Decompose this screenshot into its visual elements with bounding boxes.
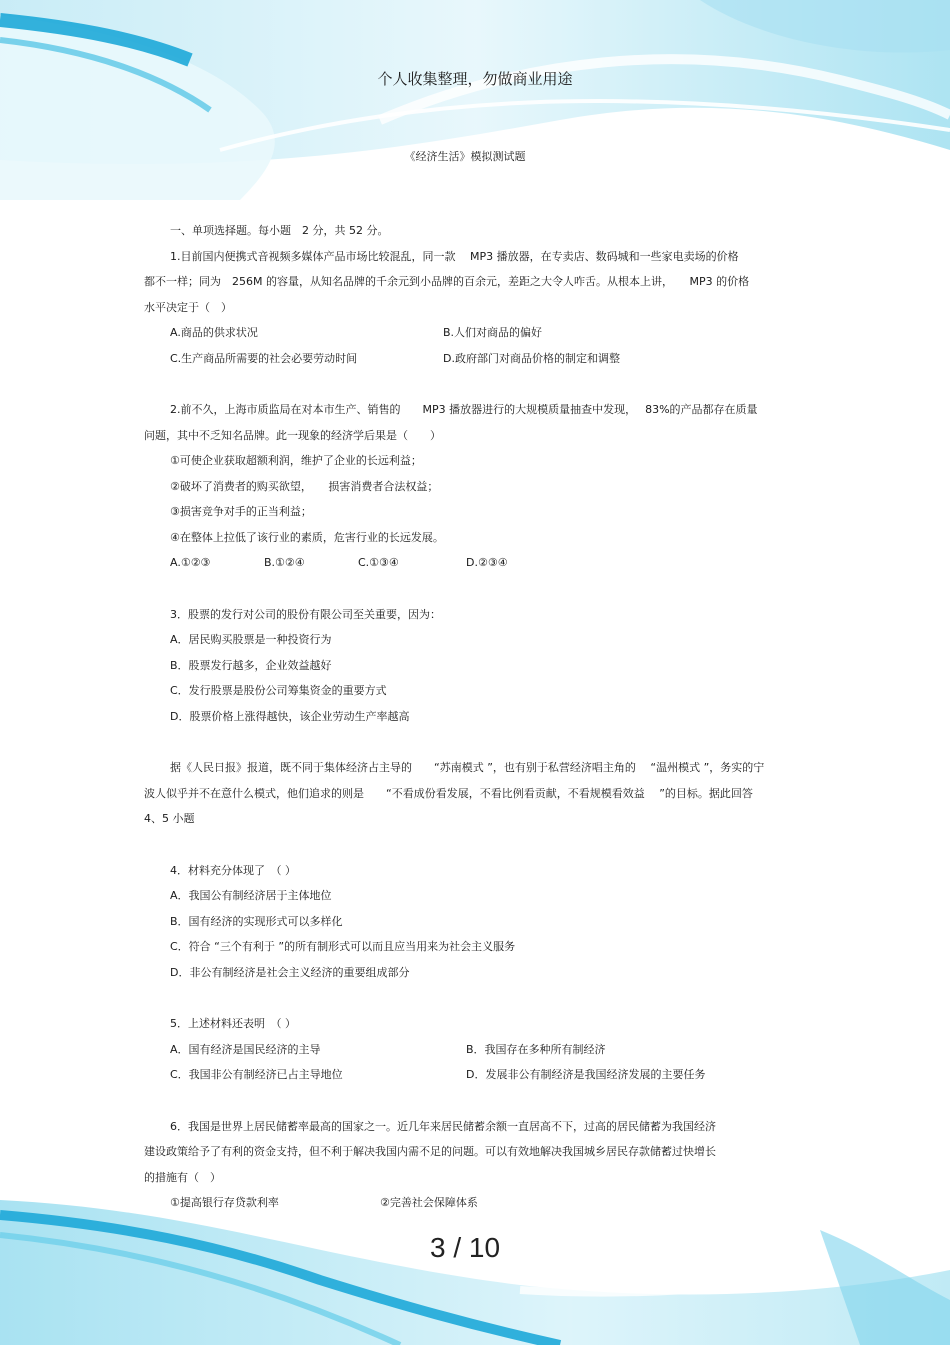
q2-item-4: ④在整体上拉低了该行业的素质，危害行业的长远发展。: [170, 530, 444, 544]
q5-option-a: A．国有经济是国民经济的主导: [170, 1042, 321, 1056]
q5-options-row-1: [144, 1037, 814, 1063]
q1-option-b: B.人们对商品的偏好: [443, 326, 543, 339]
document-title: 《经济生活》模拟测试题: [404, 150, 526, 163]
q2-item-2: ②破坏了消费者的购买欲望， 损害消费者合法权益；: [170, 479, 439, 493]
question-content: [144, 218, 814, 1216]
q1-options-row-2: [144, 346, 814, 372]
q4-option-b: B．国有经济的实现形式可以多样化: [170, 914, 343, 928]
q4-option-d: D．非公有制经济是社会主义经济的重要组成部分: [170, 965, 410, 979]
q2-option-b: B.①②④: [264, 556, 305, 569]
q2-option-c: C.①③④: [358, 556, 399, 569]
q2-stem-line-2: 问题，其中不乏知名品牌。此一现象的经济学后果是（ ）: [144, 428, 441, 442]
section-heading: 一、单项选择题。每小题 2 分，共 52 分。: [170, 224, 389, 237]
page-number: 3 / 10: [429, 1232, 501, 1263]
material-line-2: 波人似乎并不在意什么模式，他们追求的则是 “不看成份看发展，不看比例看贡献，不看规模看效益 ”的目标。据此回答: [144, 786, 753, 800]
q4-option-a: A．我国公有制经济居于主体地位: [170, 889, 332, 902]
header-note: 个人收集整理，勿做商业用途: [377, 70, 573, 88]
q6-stem-line-1: 6．我国是世界上居民储蓄率最高的国家之一。近几年来居民储蓄余额一直居高不下，过高的居民储蓄为我国经济: [170, 1119, 716, 1133]
q2-item-3: ③损害竞争对手的正当利益；: [170, 505, 312, 518]
q1-option-d: D.政府部门对商品价格的制定和调整: [443, 351, 620, 365]
q4-option-c: C．符合 “三个有利于 ”的所有制形式可以而且应当用来为社会主义服务: [170, 940, 516, 953]
q2-stem-line-1: 2.前不久，上海市质监局在对本市生产、销售的 MP3 播放器进行的大规模质量抽查中发现， 83%的产品都存在质量: [170, 403, 758, 416]
q6-items-row: [144, 1190, 814, 1216]
q6-stem-line-2: 建设政策给予了有利的资金支持，但不利于解决我国内需不足的问题。可以有效地解决我国城乡居民存款储蓄过快增长: [144, 1145, 716, 1158]
q1-stem-line-3: 水平决定于（ ）: [144, 300, 232, 314]
q2-item-1: ①可使企业获取超额利润，维护了企业的长远利益；: [170, 454, 422, 467]
q2-option-d: D.②③④: [466, 556, 508, 569]
q1-options-row-1: [144, 320, 814, 346]
q3-option-c: C．发行股票是股份公司筹集资金的重要方式: [170, 684, 387, 697]
q5-option-b: B．我国存在多种所有制经济: [466, 1042, 606, 1056]
q1-option-a: A.商品的供求状况: [170, 326, 258, 339]
q3-option-a: A．居民购买股票是一种投资行为: [170, 633, 332, 646]
q5-option-d: D．发展非公有制经济是我国经济发展的主要任务: [466, 1068, 706, 1081]
q1-option-c: C.生产商品所需要的社会必要劳动时间: [170, 351, 358, 365]
q1-stem-line-2: 都不一样；同为 256M 的容量，从知名品牌的千余元到小品牌的百余元，差距之大令人咋舌。从根本上讲， MP3 的价格: [144, 275, 750, 288]
q3-stem: 3．股票的发行对公司的股份有限公司至关重要，因为：: [170, 607, 441, 621]
material-line-1: 据《人民日报》报道，既不同于集体经济占主导的 “苏南模式 ”，也有别于私营经济唱主角的 “温州模式 ”，务实的宁: [170, 761, 765, 774]
material-line-3: 4、5 小题: [144, 812, 195, 825]
q6-item-2: ②完善社会保障体系: [380, 1196, 478, 1209]
q4-stem: 4．材料充分体现了 （ ）: [170, 863, 296, 877]
q3-option-b: B．股票发行越多，企业效益越好: [170, 658, 332, 672]
q5-options-row-2: [144, 1062, 814, 1088]
q5-option-c: C．我国非公有制经济已占主导地位: [170, 1068, 343, 1081]
q5-stem: 5．上述材料还表明 （ ）: [170, 1017, 296, 1030]
q1-stem-line-1: 1.目前国内便携式音视频多媒体产品市场比较混乱，同一款 MP3 播放器，在专卖店、数码城和一些家电卖场的价格: [170, 249, 739, 263]
q3-option-d: D．股票价格上涨得越快，该企业劳动生产率越高: [170, 709, 410, 723]
q2-options-row: [144, 550, 814, 576]
q2-option-a: A.①②③: [170, 556, 211, 569]
q6-item-1: ①提高银行存贷款利率: [170, 1196, 279, 1209]
q6-stem-line-3: 的措施有（ ）: [144, 1170, 221, 1184]
